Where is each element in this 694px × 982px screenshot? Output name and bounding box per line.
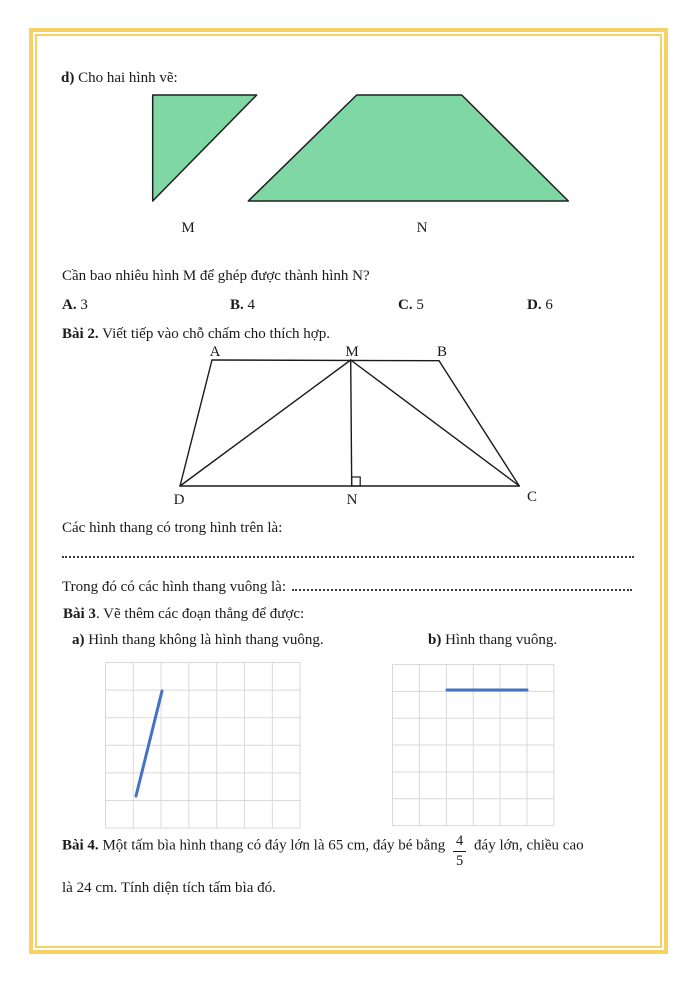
answer-dotted-line-2 <box>292 589 632 591</box>
part-d-text: Cho hai hình vẽ: <box>78 70 178 86</box>
options-row <box>0 295 694 315</box>
shape-m-caption: M <box>181 220 195 236</box>
edge-bc <box>439 361 519 486</box>
bai3-item-b <box>428 630 557 650</box>
bai3-label: Bài 3 <box>63 606 96 622</box>
option-b <box>230 295 255 315</box>
diagonal-mc <box>351 360 520 486</box>
bai4-text-after: đáy lớn, chiều cao <box>474 837 584 854</box>
right-angle-mark <box>352 477 361 486</box>
option-b-letter: B. <box>230 297 244 313</box>
vertex-m-label: M <box>345 344 359 360</box>
bai3-b-text: Hình thang vuông. <box>445 632 558 648</box>
option-b-value: 4 <box>247 297 256 313</box>
option-d-letter: D. <box>527 297 542 313</box>
height-mn <box>351 360 352 486</box>
bai3-subitems-row <box>0 630 694 650</box>
fraction-numerator: 4 <box>453 833 466 852</box>
bai3-item-a <box>72 630 324 650</box>
bai3-a-label: a) <box>72 632 85 648</box>
vertex-b-label: B <box>436 344 448 360</box>
edge-ad <box>180 360 212 486</box>
grid-b <box>392 664 555 827</box>
shape-n-caption: N <box>416 220 428 236</box>
part-d-label: d) <box>61 70 75 86</box>
option-d-value: 6 <box>545 297 553 313</box>
bai3-b-label: b) <box>428 632 442 648</box>
answer-dotted-line-1 <box>62 546 634 558</box>
fraction-4-5 <box>453 833 466 869</box>
option-a <box>62 295 88 315</box>
bai2-label: Bài 2. <box>62 326 99 342</box>
bai2-text: Viết tiếp vào chỗ chấm cho thích hợp. <box>102 326 330 342</box>
trapezoid-abcd-figure <box>160 335 550 510</box>
bai4-text-before: Một tấm bìa hình thang có đáy lớn là 65 cm, đáy bé bằng <box>102 837 446 854</box>
vertex-a-label: A <box>209 344 221 360</box>
option-d <box>527 295 553 315</box>
option-a-value: 3 <box>80 297 88 313</box>
grid-a <box>105 662 301 829</box>
diagonal-md <box>180 360 351 486</box>
bai2-question2: Trong đó có các hình thang vuông là: <box>62 579 286 595</box>
edge-ab <box>212 360 439 361</box>
bai3-heading <box>63 604 304 624</box>
bai2-question1: Các hình thang có trong hình trên là: <box>62 520 283 536</box>
bai4-line2: là 24 cm. Tính diện tích tấm bìa đó. <box>62 880 276 896</box>
part-d-heading <box>61 68 178 88</box>
vertex-d-label: D <box>173 492 185 508</box>
grid-a-blue-segment <box>136 691 162 796</box>
part-d-question: Cần bao nhiêu hình M để ghép được thành hình N? <box>62 268 370 284</box>
vertex-n-label: N <box>346 492 358 508</box>
option-c-value: 5 <box>416 297 424 313</box>
bai3-a-text: Hình thang không là hình thang vuông. <box>88 632 324 648</box>
option-c-letter: C. <box>398 297 413 313</box>
bai2-question2-row <box>62 577 632 597</box>
fraction-denominator: 5 <box>456 852 464 869</box>
option-a-letter: A. <box>62 297 77 313</box>
shape-n-trapezoid <box>248 95 568 201</box>
bai3-text: . Vẽ thêm các đoạn thẳng để được: <box>95 606 305 622</box>
option-c <box>398 295 424 315</box>
shapes-m-n-figure <box>130 88 590 238</box>
bai4-label: Bài 4. <box>62 837 99 854</box>
bai4-line1 <box>62 833 584 869</box>
vertex-c-label: C <box>526 489 538 505</box>
shape-m-triangle <box>153 95 257 201</box>
